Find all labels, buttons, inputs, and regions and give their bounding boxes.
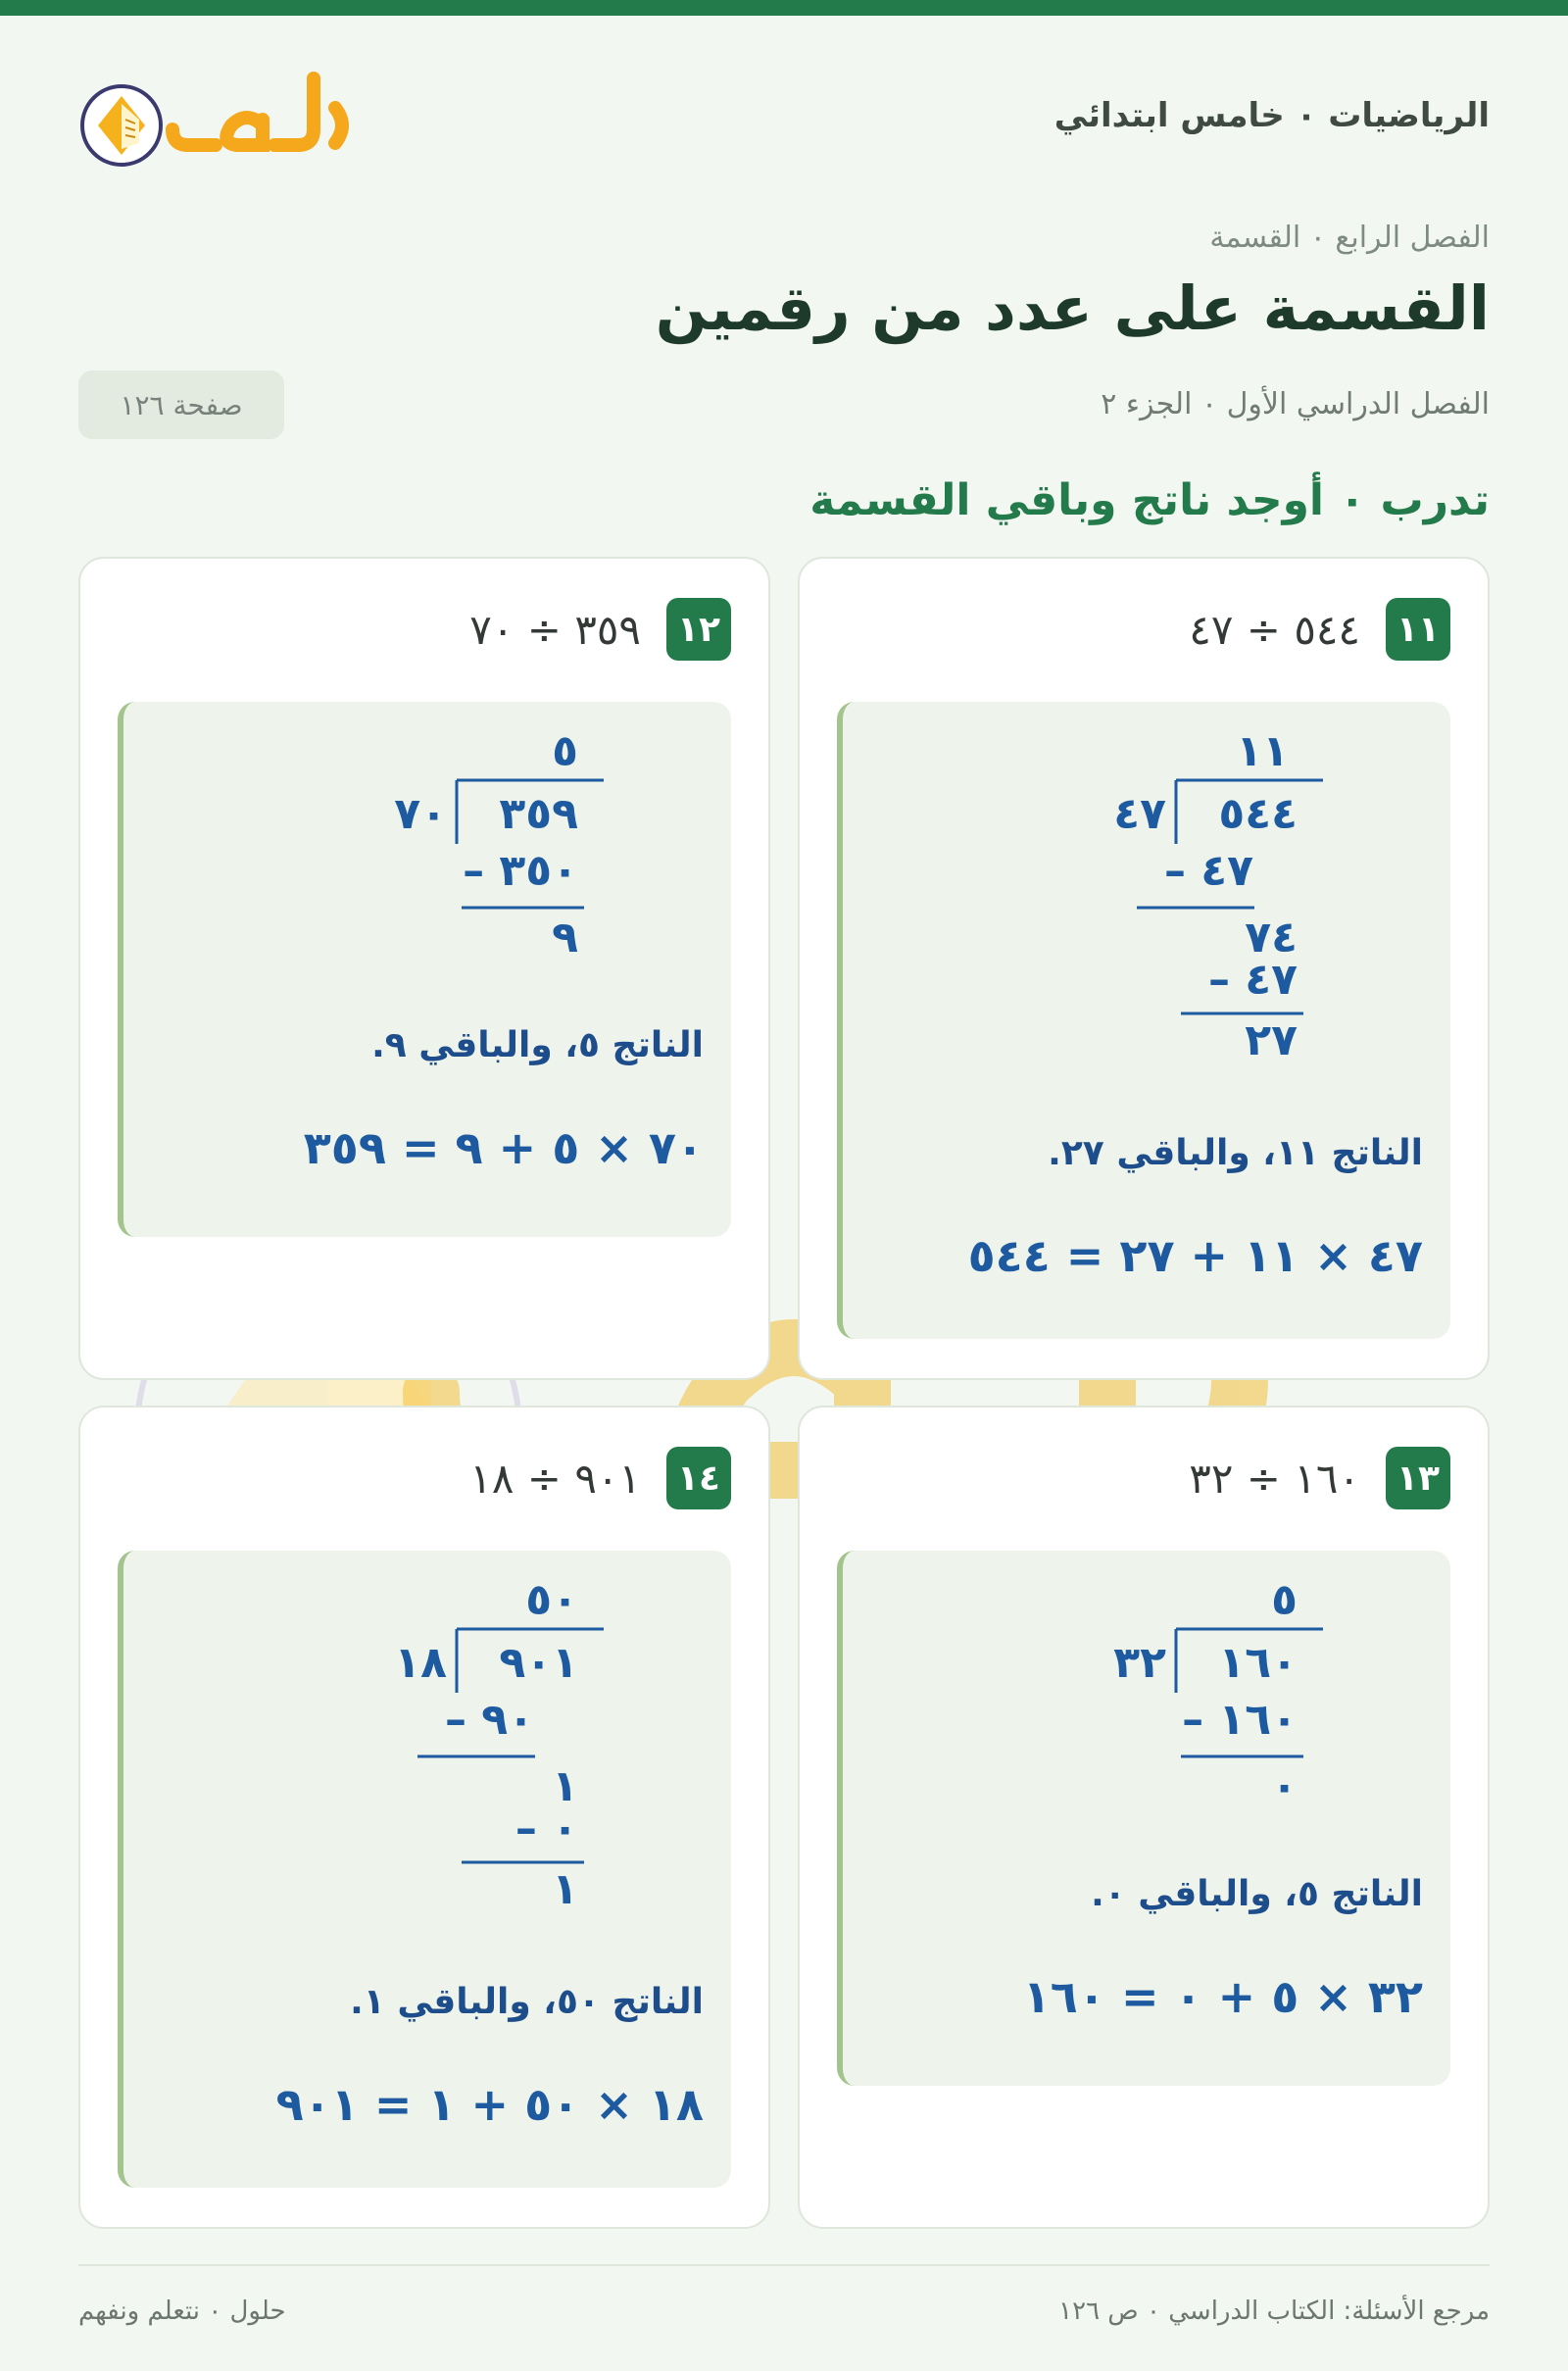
result-text: الناتج ٥، والباقي ٠.	[1091, 1874, 1423, 1914]
problem-number-badge: ١٢	[666, 598, 731, 661]
subject-label: الرياضيات ٠ خامس ابتدائي	[1054, 96, 1490, 135]
check-equation: ٧٠ × ٥ + ٩ = ٣٥٩	[303, 1121, 704, 1174]
divisor: ٤٧	[1113, 789, 1166, 839]
step-subtract: – ١٦٠	[1182, 1695, 1298, 1745]
result-text: الناتج ١١، والباقي ٢٧.	[1048, 1133, 1423, 1173]
check-equation: ١٨ × ٥٠ + ١ = ٩٠١	[275, 2078, 704, 2131]
result-text: الناتج ٥، والباقي ٩.	[371, 1025, 704, 1065]
quotient: ٥٠	[525, 1575, 578, 1625]
quotient: ٥	[1271, 1575, 1298, 1625]
step-remainder: ١	[552, 1761, 578, 1811]
final-remainder: ٩	[552, 913, 578, 957]
solution-panel	[837, 1551, 1450, 2086]
divisor: ٧٠	[394, 789, 447, 839]
long-division	[843, 1551, 1454, 1805]
semester-label: الفصل الدراسي الأول ٠ الجزء ٢	[1101, 387, 1490, 421]
footer-brand: حلول ٠ نتعلم ونفهم	[78, 2297, 286, 2326]
quotient: ٥	[552, 726, 578, 776]
problem-expression: ٣٥٩ ÷ ٧٠	[469, 605, 641, 654]
step-remainder: ٧٤	[1245, 913, 1298, 963]
problem-card-12	[78, 557, 770, 1380]
long-division	[123, 702, 735, 957]
lesson-title: القسمة على عدد من رقمين	[655, 272, 1490, 344]
final-remainder: ٢٧	[1245, 1015, 1298, 1055]
section-title: تدرب ٠ أوجد ناتج وباقي القسمة	[809, 475, 1490, 525]
top-accent-bar	[0, 0, 1568, 16]
problem-number-badge: ١٣	[1386, 1447, 1450, 1509]
step-subtract: – ٤٧	[1207, 955, 1298, 1005]
problem-header	[469, 598, 731, 661]
hulul-logo[interactable]	[78, 69, 363, 176]
divisor: ١٨	[394, 1638, 447, 1688]
result-text: الناتج ٥٠، والباقي ١.	[350, 1982, 704, 2022]
step-subtract: – ٠	[514, 1803, 578, 1853]
problem-header	[1189, 598, 1450, 661]
footer-divider	[78, 2264, 1490, 2266]
final-remainder: ٠	[1271, 1761, 1298, 1805]
check-equation: ٤٧ × ١١ + ٢٧ = ٥٤٤	[967, 1229, 1423, 1282]
solution-panel	[837, 702, 1450, 1339]
dividend: ١٦٠	[1218, 1638, 1298, 1688]
chapter-label: الفصل الرابع ٠ القسمة	[1209, 221, 1490, 255]
dividend: ٣٥٩	[499, 789, 578, 839]
problem-card-13	[798, 1406, 1490, 2229]
problem-card-14	[78, 1406, 770, 2229]
solution-panel	[118, 1551, 731, 2188]
step-subtract: – ٤٧	[1163, 846, 1253, 896]
footer-reference: مرجع الأسئلة: الكتاب الدراسي ٠ ص ١٢٦	[1058, 2297, 1490, 2326]
long-division	[843, 702, 1454, 1055]
dividend: ٩٠١	[499, 1638, 578, 1688]
divisor: ٣٢	[1113, 1638, 1166, 1688]
problem-header	[1189, 1447, 1450, 1509]
problem-expression: ٥٤٤ ÷ ٤٧	[1189, 605, 1360, 654]
problem-number-badge: ١١	[1386, 598, 1450, 661]
problem-number-badge: ١٤	[666, 1447, 731, 1509]
dividend: ٥٤٤	[1218, 789, 1298, 839]
check-equation: ٣٢ × ٥ + ٠ = ١٦٠	[1022, 1970, 1423, 2023]
problem-expression: ١٦٠ ÷ ٣٢	[1189, 1454, 1360, 1503]
solution-panel	[118, 702, 731, 1237]
long-division	[123, 1551, 735, 1903]
step-subtract: – ٣٥٠	[463, 846, 578, 896]
page-badge: صفحة ١٢٦	[78, 370, 284, 439]
page-header	[78, 69, 1490, 176]
step-subtract: – ٩٠	[444, 1695, 534, 1745]
problem-card-11	[798, 557, 1490, 1380]
problem-header	[469, 1447, 731, 1509]
final-remainder: ١	[552, 1864, 578, 1903]
quotient: ١١	[1236, 726, 1289, 776]
problem-expression: ٩٠١ ÷ ١٨	[469, 1454, 641, 1503]
